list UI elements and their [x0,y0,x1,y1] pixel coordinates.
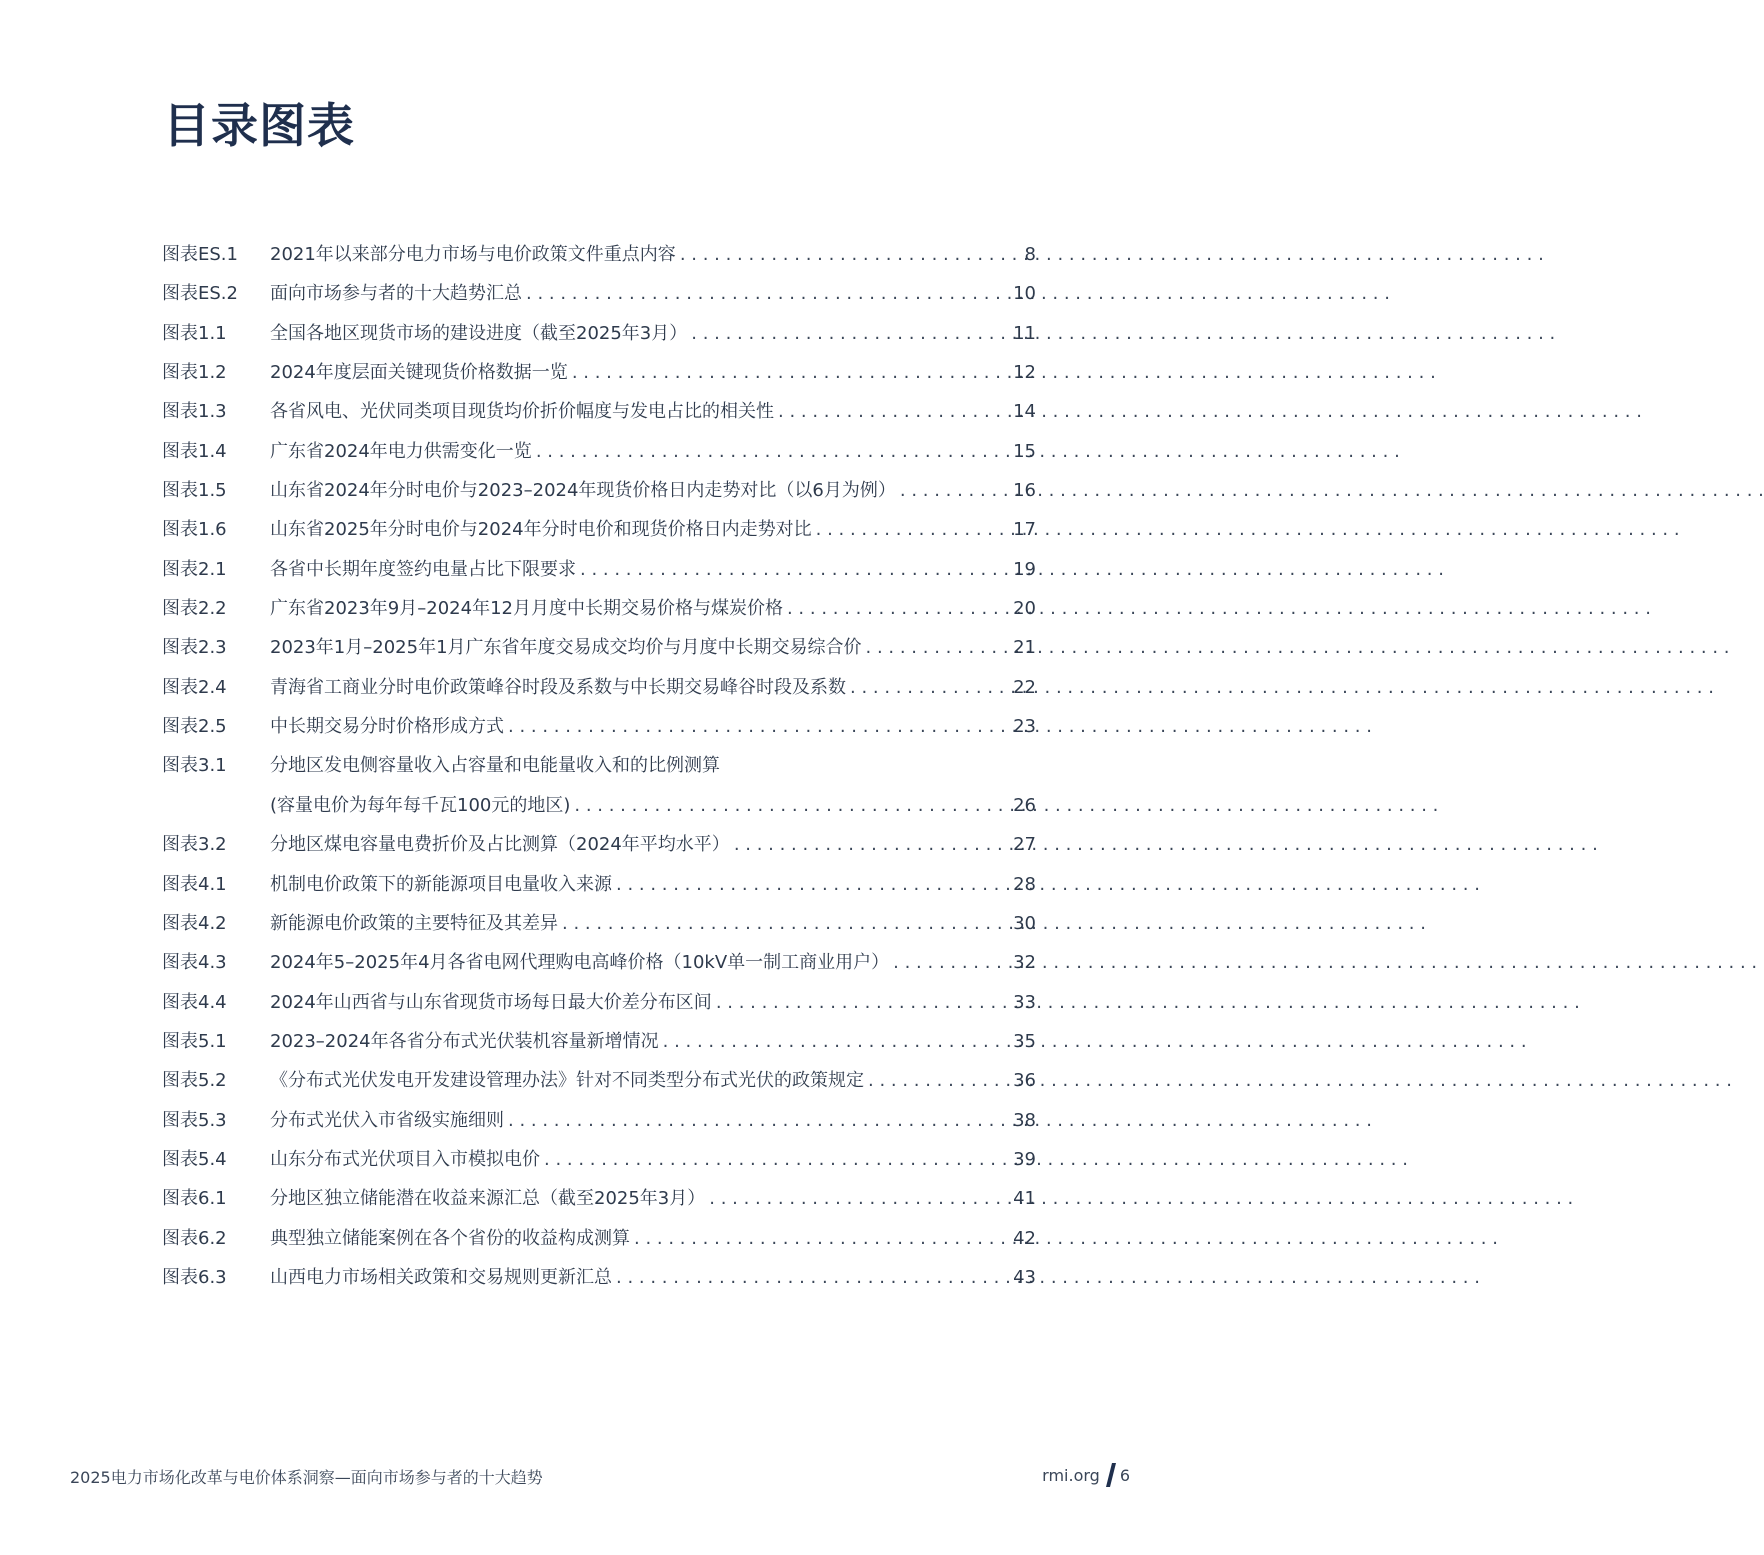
toc-page-number: 20 [1013,598,1036,620]
toc-dot-leader [508,1101,1009,1140]
toc-page-number: 36 [1013,1070,1036,1092]
toc-figure-title: 青海省工商业分时电价政策峰谷时段及系数与中长期交易峰谷时段及系数 [270,676,846,698]
toc-dot-leader [850,668,1009,707]
toc-dot-leader [634,1219,1009,1258]
toc-figure-title: 2021年以来部分电力市场与电价政策文件重点内容 [270,244,676,265]
page-title: 目录图表 [163,99,355,154]
toc-dot-leader [816,510,1009,549]
toc-figure-label: 图表4.3 [162,952,227,974]
toc-row[interactable] [162,1219,1036,1258]
toc-page-number: 23 [1013,716,1036,738]
toc-row[interactable] [162,1022,1036,1061]
toc-dot-leader [868,1061,1009,1100]
footer-right [1042,1463,1130,1487]
toc-dot-leader [572,353,1009,392]
toc-figure-title: 山东省2024年分时电价与2023–2024年现货价格日内走势对比（以6月为例） [270,480,896,502]
toc-dot-leader [562,904,1009,943]
toc-row[interactable] [162,235,1036,274]
toc-figure-title: 分地区煤电容量电费折价及占比测算（2024年平均水平） [270,834,730,856]
toc-figure-title: 山东省2025年分时电价与2024年分时电价和现货价格日内走势对比 [270,519,812,541]
toc-page-number: 19 [1013,558,1036,580]
toc-row[interactable] [162,550,1036,589]
toc-figure-title: 2023年1月–2025年1月广东省年度交易成交均价与月度中长期交易综合价 [270,637,862,659]
toc-figure-label: 图表2.3 [162,637,227,659]
toc-dot-leader [616,1258,1009,1297]
footer-site-link[interactable]: rmi.org [1042,1465,1100,1485]
table-of-figures [162,235,1036,1297]
toc-page-number: 32 [1013,952,1036,974]
toc-page-number: 30 [1013,912,1036,934]
toc-figure-label: 图表1.5 [162,480,227,502]
toc-dot-leader [616,865,1009,904]
toc-page-number: 41 [1013,1188,1036,1210]
toc-figure-title: (容量电价为每年每千瓦100元的地区) [270,794,571,816]
toc-row[interactable] [162,865,1036,904]
toc-figure-title: 山西电力市场相关政策和交易规则更新汇总 [270,1266,612,1288]
toc-dot-leader [709,1179,1009,1218]
page-number: 6 [1119,1465,1130,1485]
toc-dot-leader [680,235,1014,274]
toc-figure-label: 图表3.1 [162,755,227,777]
toc-row[interactable] [162,589,1036,628]
toc-figure-title: 面向市场参与者的十大趋势汇总 [270,283,522,305]
toc-page-number: 33 [1013,991,1036,1013]
toc-figure-label: 图表6.3 [162,1266,227,1288]
toc-figure-title: 典型独立储能案例在各个省份的收益构成测算 [270,1227,630,1249]
toc-page-number: 17 [1013,519,1036,541]
toc-dot-leader [778,392,1009,431]
slash-divider-icon [1106,1463,1116,1487]
toc-dot-leader [866,628,1010,667]
toc-figure-title: 2024年5–2025年4月各省电网代理购电高峰价格（10kV单一制工商业用户） [270,952,890,974]
toc-figure-label: 图表4.2 [162,912,227,934]
toc-row[interactable] [162,746,1036,785]
toc-row[interactable] [162,825,1036,864]
toc-figure-title: 2024年山西省与山东省现货市场每日最大价差分布区间 [270,991,712,1013]
toc-row[interactable] [162,668,1036,707]
toc-figure-label: 图表1.2 [162,362,227,384]
toc-figure-title: 《分布式光伏发电开发建设管理办法》针对不同类型分布式光伏的政策规定 [270,1070,864,1092]
toc-page-number: 26 [1013,794,1036,816]
toc-page-number: 8 [1024,244,1036,265]
toc-row[interactable] [162,432,1036,471]
toc-figure-label: 图表4.4 [162,991,227,1013]
toc-row[interactable] [162,943,1036,982]
toc-page-number: 27 [1013,834,1036,856]
toc-row[interactable] [162,510,1036,549]
toc-figure-label: 图表ES.2 [162,283,238,305]
toc-figure-title: 分地区独立储能潜在收益来源汇总（截至2025年3月） [270,1188,706,1210]
toc-figure-label: 图表2.1 [162,558,227,580]
toc-figure-label: 图表5.4 [162,1148,227,1170]
toc-page-number: 22 [1013,676,1036,698]
toc-page-number: 21 [1013,637,1036,659]
toc-page-number: 10 [1013,283,1036,305]
toc-dot-leader [544,1140,1009,1179]
toc-dot-leader [526,274,1009,313]
toc-figure-label: 图表6.1 [162,1188,227,1210]
toc-page-number: 43 [1013,1266,1036,1288]
toc-page-number: 12 [1013,362,1036,384]
footer-report-title: 2025电力市场化改革与电价体系洞察—面向市场参与者的十大趋势 [70,1468,543,1487]
toc-page-number: 39 [1013,1148,1036,1170]
toc-figure-label: 图表1.1 [162,322,227,344]
toc-row[interactable] [162,392,1036,431]
toc-figure-label: 图表6.2 [162,1227,227,1249]
toc-figure-label: 图表1.3 [162,401,227,423]
toc-figure-label: 图表1.6 [162,519,227,541]
toc-figure-title: 新能源电价政策的主要特征及其差异 [270,912,558,934]
toc-figure-label: 图表1.4 [162,440,227,462]
toc-row[interactable] [162,1061,1036,1100]
toc-row[interactable] [162,353,1036,392]
toc-page-number: 42 [1013,1227,1036,1249]
toc-row[interactable] [162,1140,1036,1179]
toc-figure-label: 图表5.1 [162,1030,227,1052]
toc-dot-leader [580,550,1009,589]
toc-figure-title: 山东分布式光伏项目入市模拟电价 [270,1148,540,1170]
toc-row[interactable] [162,1258,1036,1297]
toc-figure-title: 各省风电、光伏同类项目现货均价折价幅度与发电占比的相关性 [270,401,774,423]
toc-figure-title: 2024年度层面关键现货价格数据一览 [270,362,568,384]
toc-figure-label: 图表5.3 [162,1109,227,1131]
toc-page-number: 15 [1013,440,1036,462]
toc-page-number: 11 [1013,322,1036,344]
toc-dot-leader [574,786,1009,825]
toc-row[interactable] [162,707,1036,746]
toc-page-number: 38 [1013,1109,1036,1131]
toc-dot-leader [716,983,1009,1022]
toc-figure-label: 图表5.2 [162,1070,227,1092]
toc-row[interactable] [162,274,1036,313]
toc-figure-label: 图表2.2 [162,598,227,620]
toc-figure-label: 图表3.2 [162,834,227,856]
toc-figure-title: 机制电价政策下的新能源项目电量收入来源 [270,873,612,895]
toc-page-number: 16 [1013,480,1036,502]
toc-dot-leader [663,1022,1009,1061]
toc-figure-title: 广东省2024年电力供需变化一览 [270,440,532,462]
toc-row[interactable] [162,983,1036,1022]
toc-figure-title: 2023–2024年各省分布式光伏装机容量新增情况 [270,1030,659,1052]
toc-figure-label: 图表2.4 [162,676,227,698]
toc-page-number: 14 [1013,401,1036,423]
toc-page-number: 35 [1013,1030,1036,1052]
toc-row[interactable] [162,1101,1036,1140]
toc-dot-leader [691,314,1009,353]
toc-figure-label: 图表2.5 [162,716,227,738]
toc-figure-title: 广东省2023年9月–2024年12月月度中长期交易价格与煤炭价格 [270,598,783,620]
toc-row[interactable] [162,314,1036,353]
toc-row[interactable] [162,1179,1036,1218]
toc-row[interactable] [162,786,1036,825]
toc-row[interactable] [162,904,1036,943]
toc-dot-leader [734,825,1009,864]
toc-figure-title: 中长期交易分时价格形成方式 [270,716,504,738]
toc-page-number: 28 [1013,873,1036,895]
toc-dot-leader [508,707,1009,746]
toc-figure-title: 分布式光伏入市省级实施细则 [270,1109,504,1131]
toc-dot-leader [900,471,1009,510]
toc-figure-title: 各省中长期年度签约电量占比下限要求 [270,558,576,580]
toc-row[interactable] [162,628,1036,667]
toc-figure-label: 图表4.1 [162,873,227,895]
toc-dot-leader [787,589,1009,628]
toc-dot-leader [536,432,1009,471]
toc-figure-label: 图表ES.1 [162,244,238,265]
toc-row[interactable] [162,471,1036,510]
toc-dot-leader [893,943,1009,982]
toc-figure-title: 分地区发电侧容量收入占容量和电能量收入和的比例测算 [270,755,720,777]
toc-figure-title: 全国各地区现货市场的建设进度（截至2025年3月） [270,322,688,344]
